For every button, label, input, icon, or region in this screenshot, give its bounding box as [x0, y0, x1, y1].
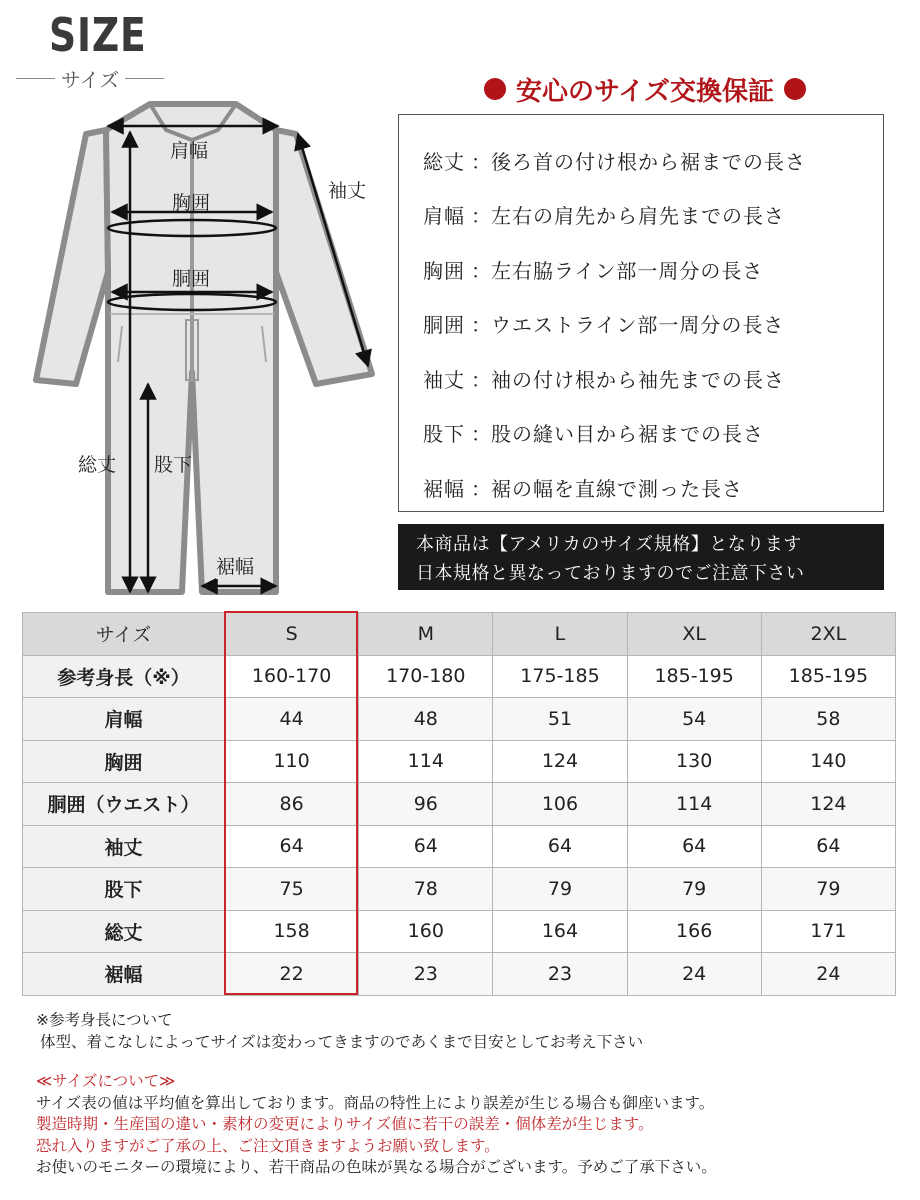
table-row [23, 740, 896, 783]
table-cell: 22 [225, 953, 359, 996]
definition-colon: ： [471, 476, 492, 501]
definition-colon: ： [471, 149, 492, 174]
definition-desc: 袖の付け根から袖先までの長さ [491, 367, 785, 392]
definition-colon: ： [471, 422, 492, 447]
table-row [23, 868, 896, 911]
table-row [23, 910, 896, 953]
table-cell: 64 [359, 825, 493, 868]
size-note-line: 製造時期・生産国の違い・素材の変更によりサイズ値に若干の誤差・個体差が生じます。 [36, 1115, 654, 1133]
table-header-row [23, 613, 896, 656]
row-label: 胴囲（ウエスト） [23, 783, 225, 826]
row-label: 袖丈 [23, 825, 225, 868]
label-chest: 胸囲 [172, 192, 211, 214]
notice-line-1: 本商品は【アメリカのサイズ規格】となります [416, 534, 802, 555]
definition-term: 胴囲 [423, 313, 465, 338]
label-inseam: 股下 [154, 454, 193, 476]
row-label: 総丈 [23, 910, 225, 953]
definition-desc: ウエストライン部一周分の長さ [491, 313, 785, 338]
table-cell: 114 [627, 783, 761, 826]
definition-desc: 左右の肩先から肩先までの長さ [491, 204, 785, 229]
table-cell: 24 [761, 953, 895, 996]
row-label: 裾幅 [23, 953, 225, 996]
definition-desc: 股の縫い目から裾までの長さ [491, 422, 764, 447]
header-cell: 2XL [761, 613, 895, 656]
row-label: 胸囲 [23, 740, 225, 783]
definition-desc: 裾の幅を直線で測った長さ [491, 476, 743, 501]
label-sleeve: 袖丈 [328, 180, 367, 202]
definition-desc: 左右脇ライン部一周分の長さ [491, 258, 764, 283]
table-cell: 158 [225, 910, 359, 953]
bullet-dot-icon [784, 78, 806, 100]
label-total: 総丈 [78, 454, 117, 476]
table-cell: 64 [761, 825, 895, 868]
size-notes-title: ≪サイズについて≫ [36, 1072, 176, 1090]
header-cell: XL [627, 613, 761, 656]
table-cell: 44 [225, 698, 359, 741]
definition-term: 胸囲 [423, 258, 465, 283]
table-cell: 48 [359, 698, 493, 741]
table-cell: 58 [761, 698, 895, 741]
definition-row [423, 133, 883, 188]
definition-term: 股下 [423, 422, 465, 447]
label-hem: 裾幅 [216, 552, 254, 579]
coverall-illustration [0, 92, 390, 604]
table-cell: 124 [761, 783, 895, 826]
table-cell: 79 [493, 868, 627, 911]
table-cell: 185-195 [627, 655, 761, 698]
table-row [23, 783, 896, 826]
header-cell: サイズ [23, 613, 225, 656]
table-row [23, 655, 896, 698]
garment-shape [36, 104, 372, 592]
definition-term: 肩幅 [423, 204, 465, 229]
table-cell: 160-170 [225, 655, 359, 698]
definition-colon: ： [471, 367, 492, 392]
coverall-diagram [0, 92, 390, 604]
size-note-line: 恐れ入りますがご了承の上、ご注文頂きますようお願い致します。 [36, 1136, 500, 1155]
table-cell: 110 [225, 740, 359, 783]
definition-colon: ： [471, 204, 492, 229]
header-cell: S [225, 613, 359, 656]
table-cell: 170-180 [359, 655, 493, 698]
definition-term: 袖丈 [423, 367, 465, 392]
table-cell: 79 [761, 868, 895, 911]
definition-row [423, 406, 883, 461]
measurement-definitions [398, 114, 884, 512]
table-cell: 96 [359, 783, 493, 826]
table-cell: 124 [493, 740, 627, 783]
table-cell: 75 [225, 868, 359, 911]
definition-row [423, 351, 883, 406]
table-cell: 64 [493, 825, 627, 868]
definition-term: 総丈 [423, 149, 465, 174]
table-cell: 166 [627, 910, 761, 953]
size-table [22, 612, 896, 996]
table-cell: 24 [627, 953, 761, 996]
ref-height-body: 体型、着こなしによってサイズは変わってきますのであくまで目安としてお考え下さい [40, 1032, 644, 1051]
row-label: 参考身長（※） [23, 655, 225, 698]
size-note-line: サイズ表の値は平均値を算出しております。商品の特性上により誤差が生じる場合も御座います。 [36, 1093, 715, 1112]
table-cell: 171 [761, 910, 895, 953]
definition-colon: ： [471, 258, 492, 283]
ref-height-title: ※参考身長について [36, 1011, 173, 1029]
table-cell: 79 [627, 868, 761, 911]
header-cell: L [493, 613, 627, 656]
exchange-guarantee-heading [430, 68, 860, 110]
notice-line-2: 日本規格と異なっておりますのでご注意下さい [416, 563, 805, 584]
row-label: 股下 [23, 868, 225, 911]
table-cell: 64 [225, 825, 359, 868]
table-cell: 64 [627, 825, 761, 868]
definition-desc: 後ろ首の付け根から裾までの長さ [491, 149, 806, 174]
bullet-dot-icon [484, 78, 506, 100]
table-cell: 140 [761, 740, 895, 783]
size-title: SIZE [49, 8, 147, 62]
definition-row [423, 188, 883, 243]
size-note-line: お使いのモニターの環境により、若干商品の色味が異なる場合がございます。予めご了承下さい。 [36, 1158, 717, 1176]
definition-row [423, 460, 883, 515]
subtitle-rule-left [16, 78, 55, 79]
us-size-notice [398, 524, 884, 590]
size-subtitle [16, 64, 164, 93]
guarantee-title: 安心のサイズ交換保証 [516, 76, 774, 107]
notes-section [36, 1010, 896, 1179]
table-row [23, 825, 896, 868]
table-cell: 23 [493, 953, 627, 996]
table-cell: 164 [493, 910, 627, 953]
table-cell: 106 [493, 783, 627, 826]
definition-row [423, 242, 883, 297]
table-cell: 78 [359, 868, 493, 911]
table-body [23, 655, 896, 995]
table-cell: 23 [359, 953, 493, 996]
definition-term: 裾幅 [423, 476, 465, 501]
table-cell: 114 [359, 740, 493, 783]
table-cell: 51 [493, 698, 627, 741]
table-cell: 175-185 [493, 655, 627, 698]
table-row [23, 698, 896, 741]
subtitle-text: サイズ [60, 68, 120, 92]
definition-colon: ： [471, 313, 492, 338]
table-row [23, 953, 896, 996]
table-cell: 185-195 [761, 655, 895, 698]
table-cell: 54 [627, 698, 761, 741]
row-label: 肩幅 [23, 698, 225, 741]
table-cell: 130 [627, 740, 761, 783]
definition-row [423, 297, 883, 352]
table-cell: 86 [225, 783, 359, 826]
label-shoulder: 肩幅 [170, 140, 209, 162]
table-cell: 160 [359, 910, 493, 953]
subtitle-rule-right [125, 78, 164, 79]
label-waist: 胴囲 [172, 268, 211, 290]
header-cell: M [359, 613, 493, 656]
